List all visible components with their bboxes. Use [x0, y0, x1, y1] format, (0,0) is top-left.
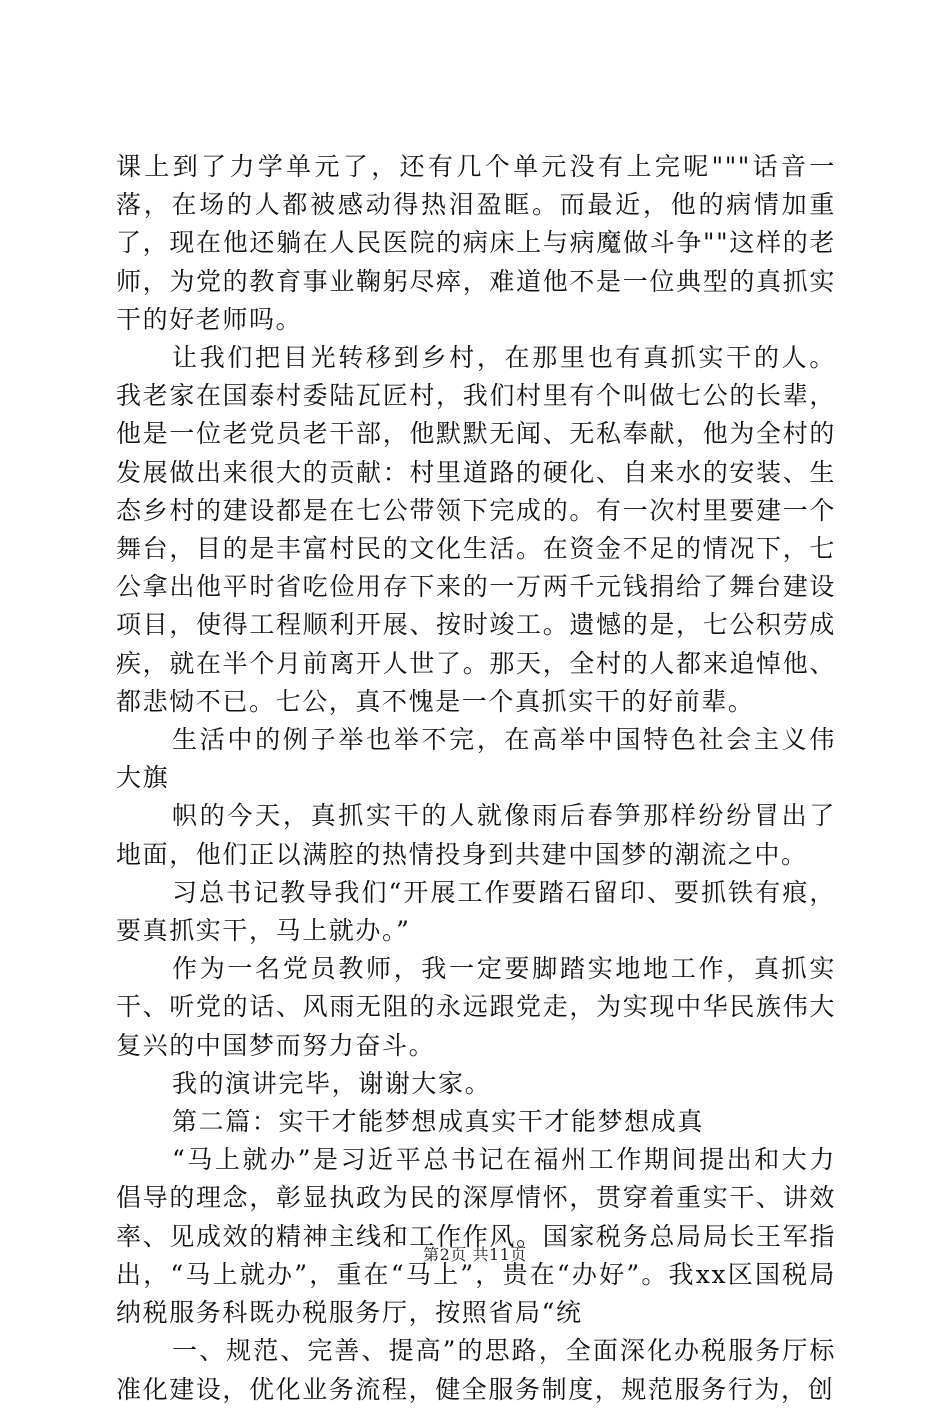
- paragraph-examples: 生活中的例子举也举不完，在高举中国特色社会主义伟大旗: [116, 725, 836, 793]
- document-body: [116, 148, 836, 1409]
- paragraph-village: 让我们把目光转移到乡村，在那里也有真抓实干的人。我老家在国泰村委陆瓦匠村，我们村里有个叫做七公的长辈，他是一位老党员老干部，他默默无闻、无私奉献，他为全村的发展做出来很大的贡献：村里道路的硬化、自来水的安装、生态乡村的建设都是在七公带领下完成的。有一次村里要建一个舞台，目的是丰富村民的文化生活。在资金不足的情况下，七公拿出他平时省吃俭用存下来的一万两千元钱捐给了舞台建设项目，使得工程顺利开展、按时竣工。遗憾的是，七公积劳成疾，就在半个月前离开人世了。那天，全村的人都来追悼他、都悲恸不已。七公，真不愧是一个真抓实干的好前辈。: [116, 343, 836, 716]
- paragraph-quote: 习总书记教导我们“开展工作要踏石留印、要抓铁有痕，要真抓实干，马上就办。”: [116, 877, 836, 946]
- page-footer: 第2页 共11页: [423, 1245, 527, 1264]
- paragraph-act-now: “马上就办”是习近平总书记在福州工作期间提出和大力倡导的理念，彰显执政为民的深厚情怀，贯穿着重实干、讲效率、见成效的精神主线和工作作风。国家税务总局局长王军指出，“马上就办”，重在“马上”，贵在“办好”。我xx区国税局纳税服务科既办税服务厅，按照省局“统: [116, 1145, 836, 1328]
- paragraph-standardize: 一、规范、完善、提高”的思路，全面深化办税服务厅标准化建设，优化业务流程，健全服务制度，规范服务行为，创: [116, 1336, 836, 1404]
- section-heading: 第二篇：实干才能梦想成真实干才能梦想成真: [172, 1107, 705, 1137]
- paragraph-closing: 我的演讲完毕，谢谢大家。: [172, 1068, 492, 1098]
- paragraph-continued: 课上到了力学单元了，还有几个单元没有上完呢"""话音一落，在场的人都被感动得热泪盈眶。而最近，他的病情加重了，现在他还躺在人民医院的病床上与病魔做斗争""这样的老师，为党的教育事业鞠躬尽瘁，难道他不是一位典型的真抓实干的好老师吗。: [116, 152, 836, 334]
- paragraph-pledge: 作为一名党员教师，我一定要脚踏实地地工作，真抓实干、听党的话、风雨无阻的永远跟党走，为实现中华民族伟大复兴的中国梦而努力奋斗。: [116, 954, 836, 1060]
- paragraph-today: 帜的今天，真抓实干的人就像雨后春笋那样纷纷冒出了地面，他们正以满腔的热情投身到共建中国梦的潮流之中。: [116, 801, 836, 869]
